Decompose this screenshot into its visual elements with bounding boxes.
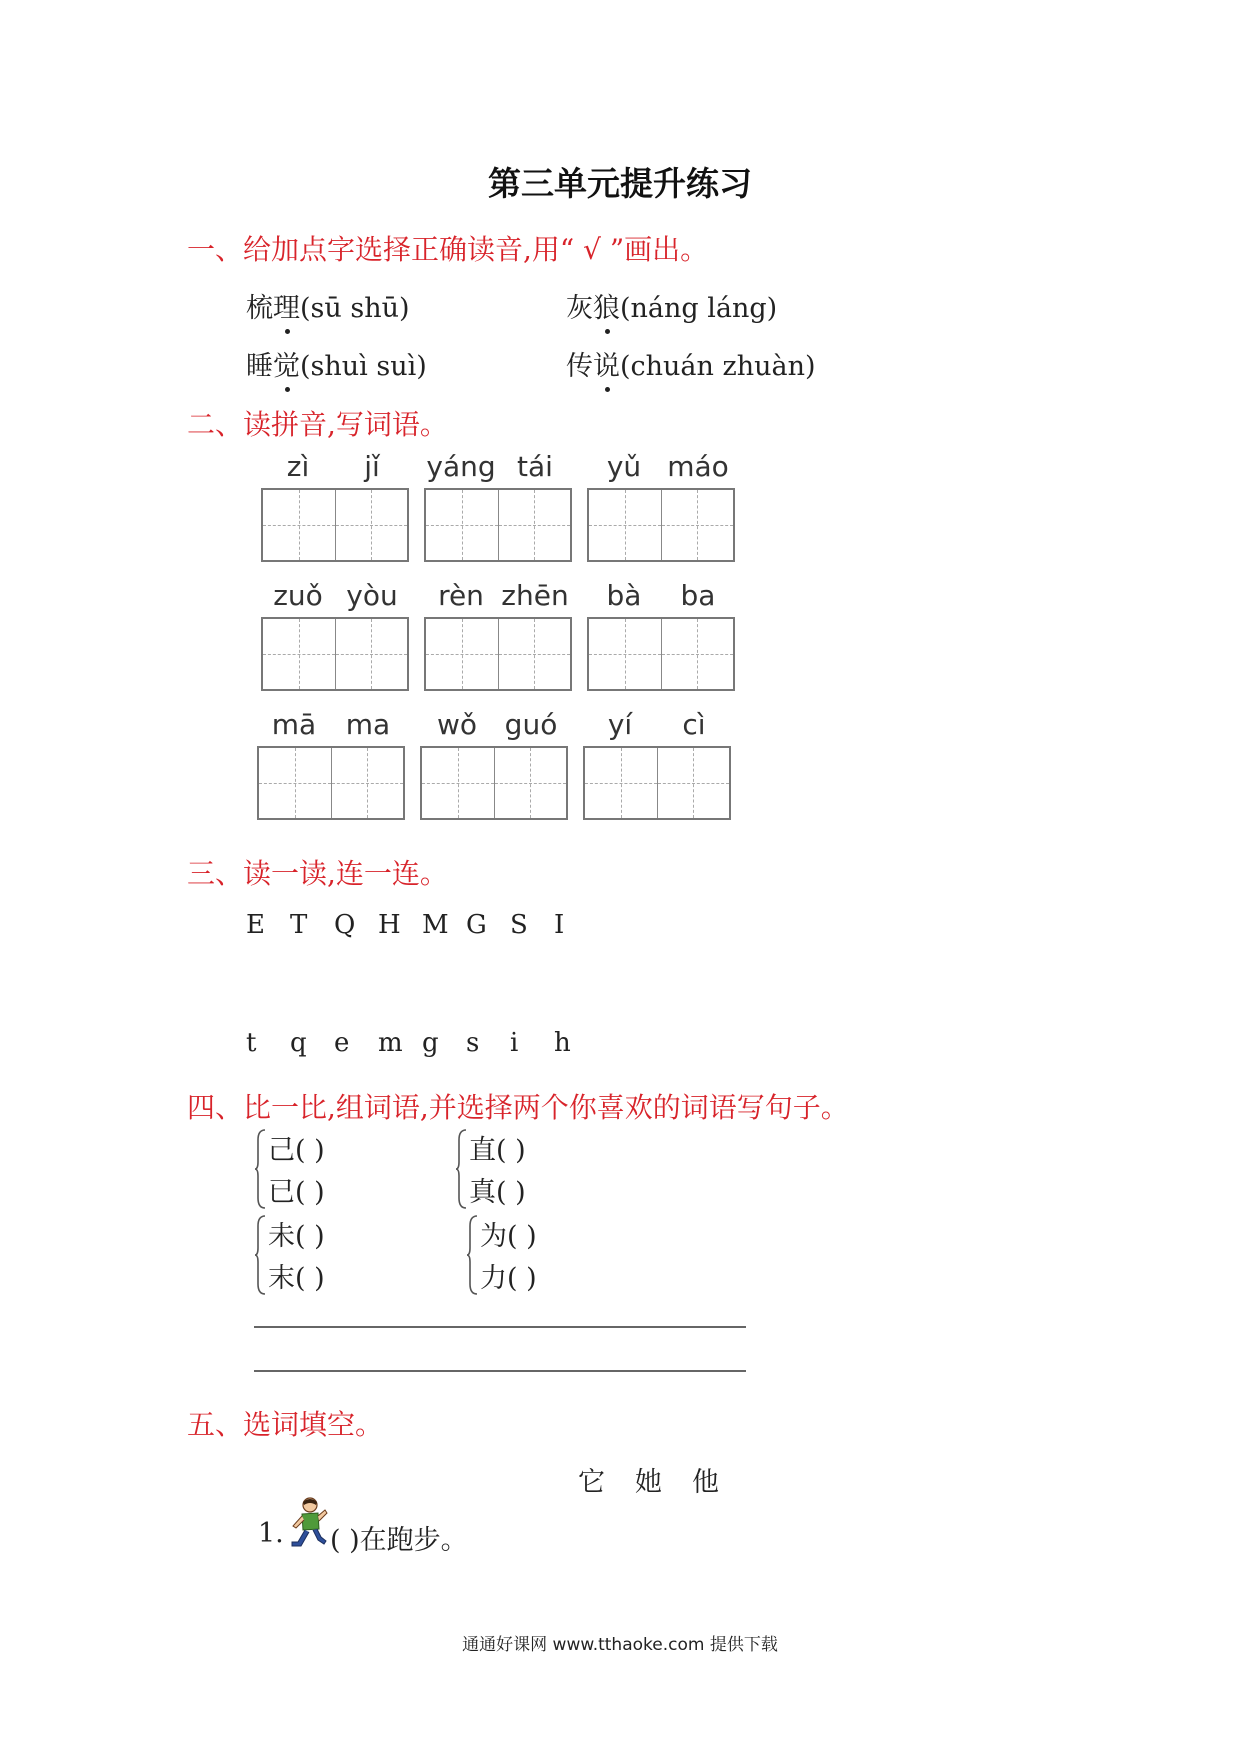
- letter[interactable]: m: [378, 1028, 403, 1058]
- pinyin-label: mā: [271, 708, 317, 741]
- letter[interactable]: S: [510, 910, 528, 940]
- pinyin-label: yáng: [426, 450, 496, 483]
- question-number: 1.: [258, 1518, 284, 1549]
- word-blank[interactable]: 真( ): [469, 1177, 526, 1208]
- pinyin-options: (shuì suì): [300, 351, 427, 382]
- writing-grid[interactable]: [257, 746, 405, 820]
- writing-grid[interactable]: [420, 746, 568, 820]
- writing-grid[interactable]: [587, 617, 735, 691]
- section3-heading: 三、读一读,连一连。: [187, 857, 448, 890]
- page-title: 第三单元提升练习: [488, 164, 752, 203]
- letter[interactable]: M: [422, 910, 449, 940]
- section5-heading: 五、选词填空。: [187, 1408, 384, 1441]
- pinyin-label: tái: [517, 450, 553, 483]
- pinyin-options: (chuán zhuàn): [620, 351, 816, 382]
- question-1-text: ( )在跑步。: [330, 1525, 468, 1556]
- writing-grid[interactable]: [583, 746, 731, 820]
- choice-word[interactable]: 她: [635, 1467, 662, 1498]
- pronunciation-item-1: 梳理(sū shū): [246, 286, 410, 325]
- lowercase-letters: [246, 1028, 598, 1058]
- dotted-char: 狼: [593, 286, 620, 325]
- letter[interactable]: q: [290, 1028, 307, 1058]
- sentence-line-2[interactable]: [254, 1370, 746, 1372]
- writing-grid[interactable]: [261, 488, 409, 562]
- pronunciation-item-3: 睡觉(shuì suì): [246, 344, 427, 383]
- pinyin-label: yí: [607, 708, 633, 741]
- letter[interactable]: E: [246, 910, 265, 940]
- word-choices: [578, 1460, 749, 1499]
- pinyin-options: (náng láng): [620, 293, 778, 324]
- word-blank[interactable]: 已( ): [268, 1177, 325, 1208]
- pinyin-label: cì: [682, 708, 706, 741]
- section1-heading: 一、给加点字选择正确读音,用“ √ ”画出。: [187, 233, 709, 266]
- choice-word[interactable]: 它: [578, 1467, 605, 1498]
- pinyin-label: rèn: [438, 579, 484, 612]
- pinyin-label: zuǒ: [273, 579, 323, 612]
- sentence-line-1[interactable]: [254, 1326, 746, 1328]
- uppercase-letters: [246, 910, 598, 940]
- pinyin-label: jǐ: [364, 450, 380, 483]
- dotted-char: 理: [273, 286, 300, 325]
- section4-heading: 四、比一比,组词语,并选择两个你喜欢的词语写句子。: [187, 1091, 849, 1124]
- letter[interactable]: i: [510, 1028, 519, 1058]
- letter[interactable]: T: [290, 910, 308, 940]
- pronunciation-item-4: 传说(chuán zhuàn): [566, 344, 816, 383]
- pronunciation-item-2: 灰狼(náng láng): [566, 286, 777, 325]
- word-blank[interactable]: 直( ): [469, 1135, 526, 1166]
- section2-heading: 二、读拼音,写词语。: [187, 408, 448, 441]
- writing-grid[interactable]: [587, 488, 735, 562]
- pinyin-label: zhēn: [501, 579, 569, 612]
- pinyin-options: (sū shū): [300, 293, 410, 324]
- brace-icon: [254, 1128, 266, 1210]
- pinyin-label: ma: [345, 708, 391, 741]
- pinyin-label: guó: [504, 708, 558, 741]
- pinyin-label: bà: [606, 579, 642, 612]
- word-blank[interactable]: 为( ): [480, 1221, 537, 1252]
- pinyin-label: yòu: [346, 579, 398, 612]
- pinyin-label: ba: [680, 579, 716, 612]
- letter[interactable]: g: [422, 1028, 439, 1058]
- pinyin-label: máo: [667, 450, 729, 483]
- letter[interactable]: H: [378, 910, 401, 940]
- writing-grid[interactable]: [261, 617, 409, 691]
- word-blank[interactable]: 末( ): [268, 1263, 325, 1294]
- writing-grid[interactable]: [424, 488, 572, 562]
- dotted-char: 说: [593, 344, 620, 383]
- word-blank[interactable]: 力( ): [480, 1263, 537, 1294]
- letter[interactable]: s: [466, 1028, 480, 1058]
- letter[interactable]: t: [246, 1028, 257, 1058]
- pinyin-label: wǒ: [436, 708, 478, 741]
- letter[interactable]: Q: [334, 910, 356, 940]
- choice-word[interactable]: 他: [692, 1467, 719, 1498]
- dotted-char: 觉: [273, 344, 300, 383]
- word-blank[interactable]: 己( ): [268, 1135, 325, 1166]
- brace-icon: [466, 1214, 478, 1296]
- letter[interactable]: G: [466, 910, 487, 940]
- letter[interactable]: I: [554, 910, 565, 940]
- writing-grid[interactable]: [424, 617, 572, 691]
- word-blank[interactable]: 未( ): [268, 1221, 325, 1252]
- brace-icon: [455, 1128, 467, 1210]
- letter[interactable]: h: [554, 1028, 571, 1058]
- footer-credit: 通通好课网 www.tthaoke.com 提供下载: [462, 1635, 778, 1655]
- running-boy-icon: [288, 1496, 328, 1550]
- brace-icon: [254, 1214, 266, 1296]
- pinyin-label: yǔ: [606, 450, 642, 483]
- pinyin-label: zì: [286, 450, 310, 483]
- letter[interactable]: e: [334, 1028, 350, 1058]
